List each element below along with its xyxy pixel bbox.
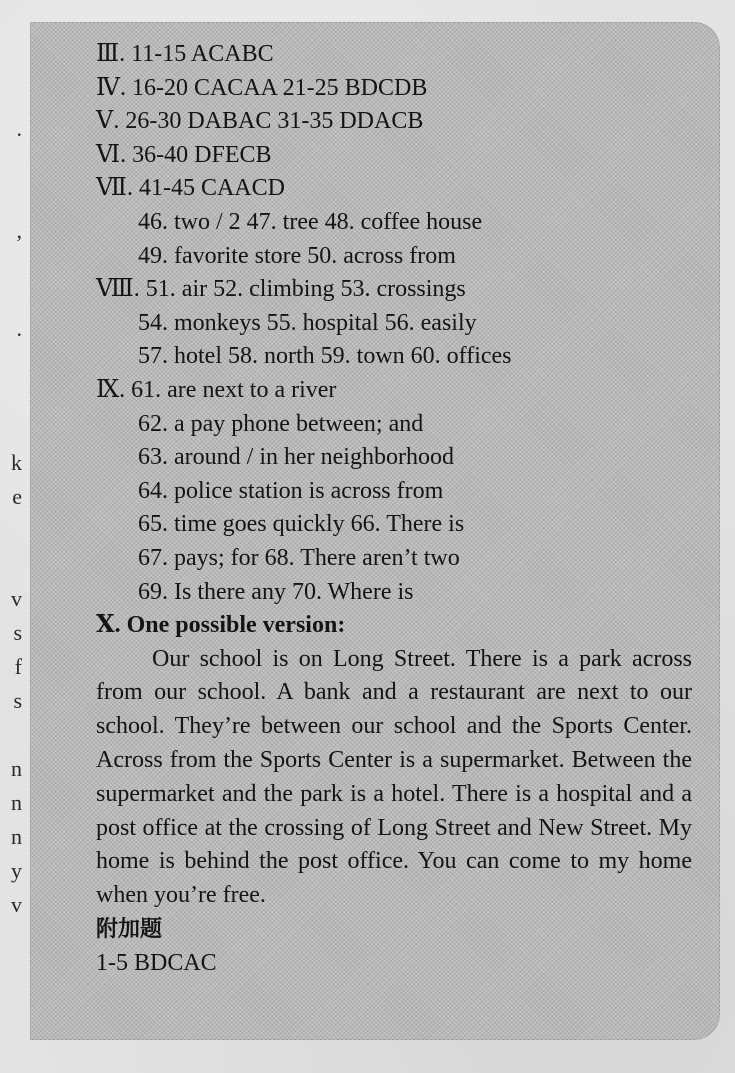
answer-line-section-3: Ⅲ. 11-15 ACABC xyxy=(96,41,274,67)
answer-line-62: 62. a pay phone between; and xyxy=(138,410,424,437)
fragment-char: n xyxy=(11,824,22,849)
answer-line-63: 63. around / in her neighborhood xyxy=(138,444,454,471)
answer-line-64: 64. police station is across from xyxy=(138,477,444,504)
answer-line-section-8: Ⅷ. 51. air 52. climbing 53. crossings xyxy=(96,276,466,303)
fragment-char: n xyxy=(11,790,22,815)
fragment-char: . xyxy=(16,116,22,141)
answer-line-section-9: Ⅸ. 61. are next to a river xyxy=(96,376,337,403)
answer-key-content xyxy=(96,38,696,980)
answer-line-49-50: 49. favorite store 50. across from xyxy=(138,242,456,269)
fragment-char: , xyxy=(16,218,22,243)
fragment-char: n xyxy=(11,756,22,781)
fragment-char: v xyxy=(11,892,22,917)
answer-line-67-68: 67. pays; for 68. There aren’t two xyxy=(138,544,460,571)
fragment-char: . xyxy=(16,316,22,341)
answer-line-section-4: Ⅳ. 16-20 CACAA 21-25 BDCDB xyxy=(96,74,428,101)
fragment-char: f xyxy=(14,654,22,679)
essay-heading: Ⅹ. One possible version: xyxy=(96,612,346,639)
fragment-char: s xyxy=(13,688,22,713)
answer-line-65-66: 65. time goes quickly 66. There is xyxy=(138,511,465,538)
essay-block xyxy=(96,643,692,913)
fragment-char: e xyxy=(12,484,22,509)
answer-line-69-70: 69. Is there any 70. Where is xyxy=(138,578,414,605)
adjacent-column-fragment xyxy=(0,0,30,1073)
fragment-char: k xyxy=(11,450,22,475)
answer-line-section-7: Ⅶ. 41-45 CAACD xyxy=(96,175,285,202)
answer-line-section-5: Ⅴ. 26-30 DABAC 31-35 DDACB xyxy=(96,108,424,135)
answer-line-46-48: 46. two / 2 47. tree 48. coffee house xyxy=(138,208,483,235)
fragment-char: y xyxy=(11,858,22,883)
extra-question-title: 附加题 xyxy=(96,917,163,943)
essay-paragraph: Our school is on Long Street. There is a park across from our school. A bank and a restaurant are next to our school. They’re between our school and the Sports Center. Across from the Sports Center is a supermarket. Between the supermarket and the park is a hotel. There is a hospital and a post office at the crossing of Long Street and New Street. My home is behind the post office. You can come to my home when you’re free. xyxy=(96,645,692,909)
fragment-char: v xyxy=(11,586,22,611)
fragment-char: s xyxy=(13,620,22,645)
answer-line-57-60: 57. hotel 58. north 59. town 60. offices xyxy=(138,343,512,370)
answer-line-section-6: Ⅵ. 36-40 DFECB xyxy=(96,141,272,168)
answer-line-54-56: 54. monkeys 55. hospital 56. easily xyxy=(138,309,477,336)
extra-question-answer: 1-5 BDCAC xyxy=(96,949,217,976)
